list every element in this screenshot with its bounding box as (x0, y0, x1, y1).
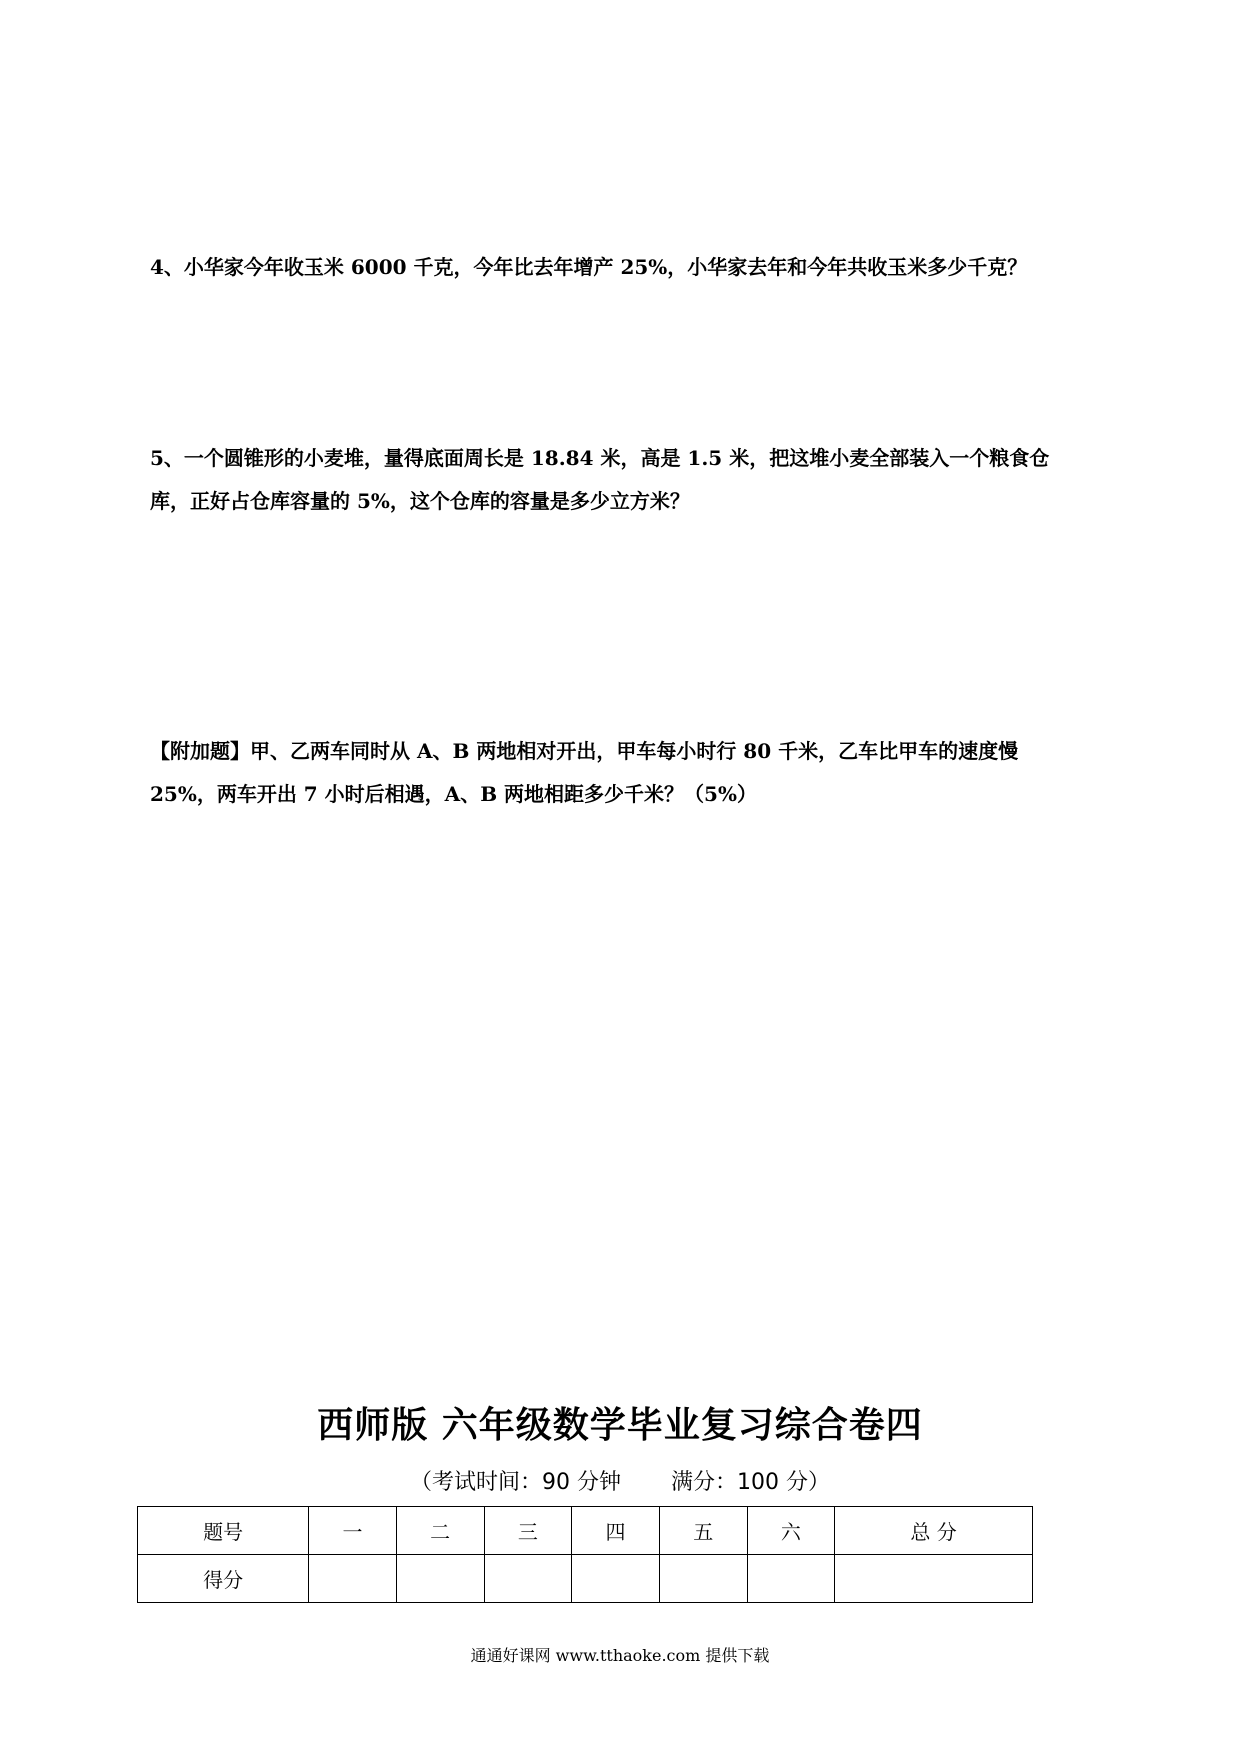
header-cell: 二 (396, 1507, 484, 1555)
problem-line: 25%，两车开出 7 小时后相遇，A、B 两地相距多少千米？（5%） (150, 782, 757, 806)
score-cell[interactable] (309, 1555, 397, 1603)
problem-line: 库，正好占仓库容量的 5%，这个仓库的容量是多少立方米？ (150, 489, 690, 513)
header-cell: 题号 (138, 1507, 309, 1555)
exam-subtitle (0, 1465, 1240, 1496)
score-cell[interactable] (396, 1555, 484, 1603)
header-cell: 三 (484, 1507, 572, 1555)
score-table-header-row (138, 1507, 1033, 1555)
score-cell[interactable] (572, 1555, 660, 1603)
problem-4 (150, 246, 1100, 289)
problem-line: 4、小华家今年收玉米 6000 千克，今年比去年增产 25%，小华家去年和今年共收玉米多少千克？ (150, 255, 1028, 279)
score-cell[interactable] (484, 1555, 572, 1603)
bonus-problem (150, 730, 1100, 816)
page-footer: 通通好课网 www.tthaoke.com 提供下载 (470, 1646, 770, 1665)
exam-title: 西师版 六年级数学毕业复习综合卷四 (317, 1404, 923, 1446)
score-table (137, 1506, 1033, 1603)
header-cell: 一 (309, 1507, 397, 1555)
row-label-cell: 得分 (138, 1555, 309, 1603)
score-table-score-row (138, 1555, 1033, 1603)
exam-time: （考试时间：90 分钟 (410, 1470, 621, 1495)
header-cell: 五 (659, 1507, 747, 1555)
header-cell: 六 (747, 1507, 835, 1555)
header-cell: 总 分 (835, 1507, 1033, 1555)
score-cell[interactable] (747, 1555, 835, 1603)
problem-line: 5、一个圆锥形的小麦堆，量得底面周长是 18.84 米，高是 1.5 米，把这堆小麦全部装入一个粮食仓 (150, 446, 1050, 470)
exam-full-score: 满分：100 分） (671, 1470, 830, 1495)
header-cell: 四 (572, 1507, 660, 1555)
score-cell[interactable] (835, 1555, 1033, 1603)
problem-5 (150, 437, 1100, 523)
problem-line: 【附加题】甲、乙两车同时从 A、B 两地相对开出，甲车每小时行 80 千米，乙车比甲车的速度慢 (150, 739, 1019, 763)
score-cell[interactable] (659, 1555, 747, 1603)
